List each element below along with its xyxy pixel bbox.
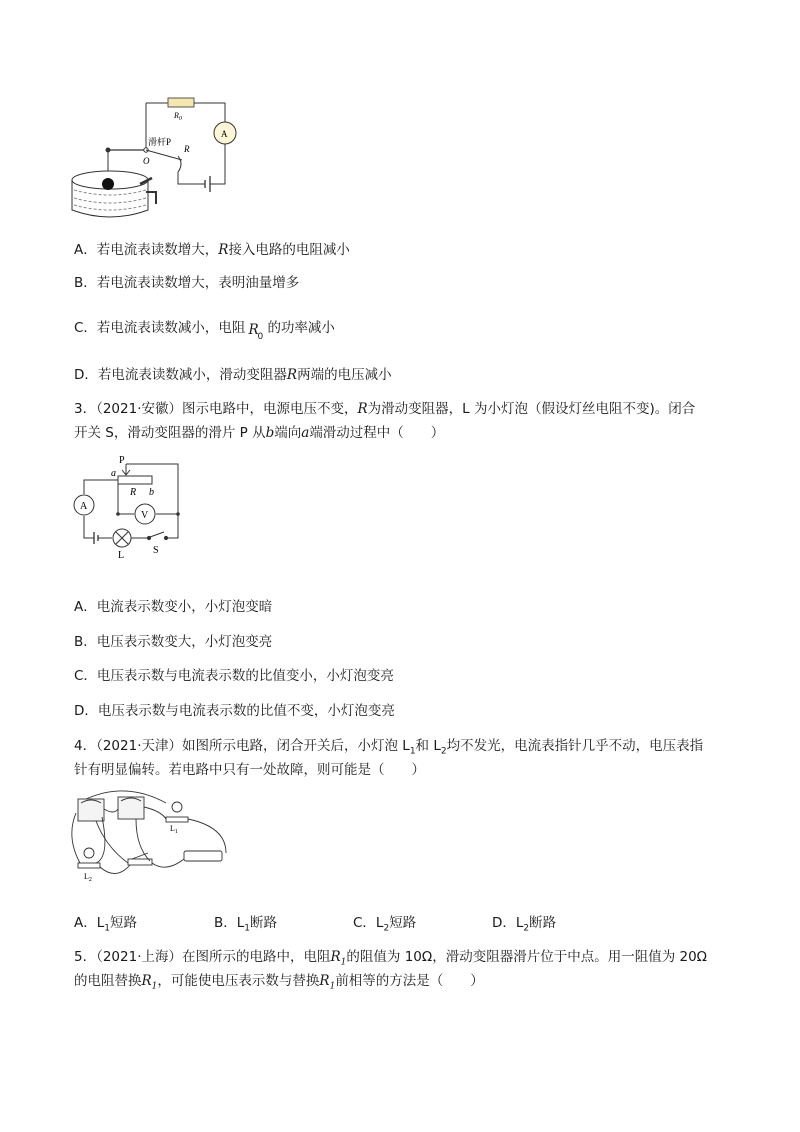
- q4-option-b: B．$L_1$断路: [214, 915, 278, 934]
- q4-option-d: D．$L_2$断路: [492, 915, 557, 934]
- q4-option-c: C．$L_2$短路: [353, 915, 417, 934]
- end-a-label: a: [111, 468, 116, 479]
- q2-option-c: C．若电流表读数减小，电阻 R 0 的功率减小: [74, 320, 335, 342]
- q3-option-a: A．电流表示数变小，小灯泡变暗: [74, 599, 273, 615]
- r-label: R: [184, 144, 190, 154]
- q4-option-a: A．$L_1$短路: [74, 915, 137, 934]
- q3-option-d: D．电压表示数与电流表示数的比值不变，小灯泡变亮: [74, 703, 395, 719]
- q4-stem-line2: 针有明显偏转。若电路中只有一处故障，则可能是（ ）: [74, 762, 425, 778]
- slider-p-label: P: [119, 455, 125, 466]
- q3-stem-line1: 3．（2021·安徽）图示电路中，电源电压不变，R为滑动变阻器，L 为小灯泡（假设灯丝电阻不变)。闭合: [74, 401, 696, 417]
- lamp-label: L: [118, 550, 125, 561]
- oil-gauge-figure: [60, 92, 240, 227]
- q2-option-b: B．若电流表读数增大，表明油量增多: [74, 275, 300, 291]
- l2-label: $L_2$: [84, 872, 92, 883]
- o-label: O: [143, 156, 150, 166]
- l1-label: $L_1$: [170, 824, 178, 835]
- q2-option-a: A．若电流表读数增大，R接入电路的电阻减小: [74, 242, 350, 258]
- ammeter-label: A: [221, 129, 228, 139]
- q3-option-b: B．电压表示数变大，小灯泡变亮: [74, 634, 273, 650]
- voltmeter-label: V: [141, 510, 149, 521]
- q3-circuit-figure: [66, 452, 191, 564]
- r0-label: $R_0$: [174, 111, 182, 122]
- ammeter-label: A: [80, 501, 88, 512]
- switch-label: S: [153, 545, 159, 556]
- slider-label: 滑杆P: [148, 137, 172, 147]
- q3-stem-line2: 开关 S，滑动变阻器的滑片 P 从b端向a端滑动过程中（ ）: [74, 425, 445, 441]
- q4-circuit-figure: [66, 787, 246, 887]
- q5-stem-line2: 的电阻替换$R_1$，可能使电压表示数与替换$R_1$前相等的方法是（ ）: [74, 973, 484, 992]
- end-b-label: b: [149, 487, 154, 498]
- rheostat-label: R: [130, 487, 137, 498]
- q3-option-c: C．电压表示数与电流表示数的比值变小，小灯泡变亮: [74, 668, 394, 684]
- q5-stem-line1: 5．（2021·上海）在图所示的电路中，电阻$R_1$的阻值为 10Ω，滑动变阻器滑片位于中点。用一阻值为 20Ω: [74, 949, 707, 968]
- q4-stem-line1: 4．（2021·天津）如图所示电路，闭合开关后，小灯泡 $L_1$和 $L_2$均不发光，电流表指针几乎不动，电压表指: [74, 738, 704, 757]
- q2-option-d: D．若电流表读数减小，滑动变阻器R两端的电压减小: [74, 367, 392, 383]
